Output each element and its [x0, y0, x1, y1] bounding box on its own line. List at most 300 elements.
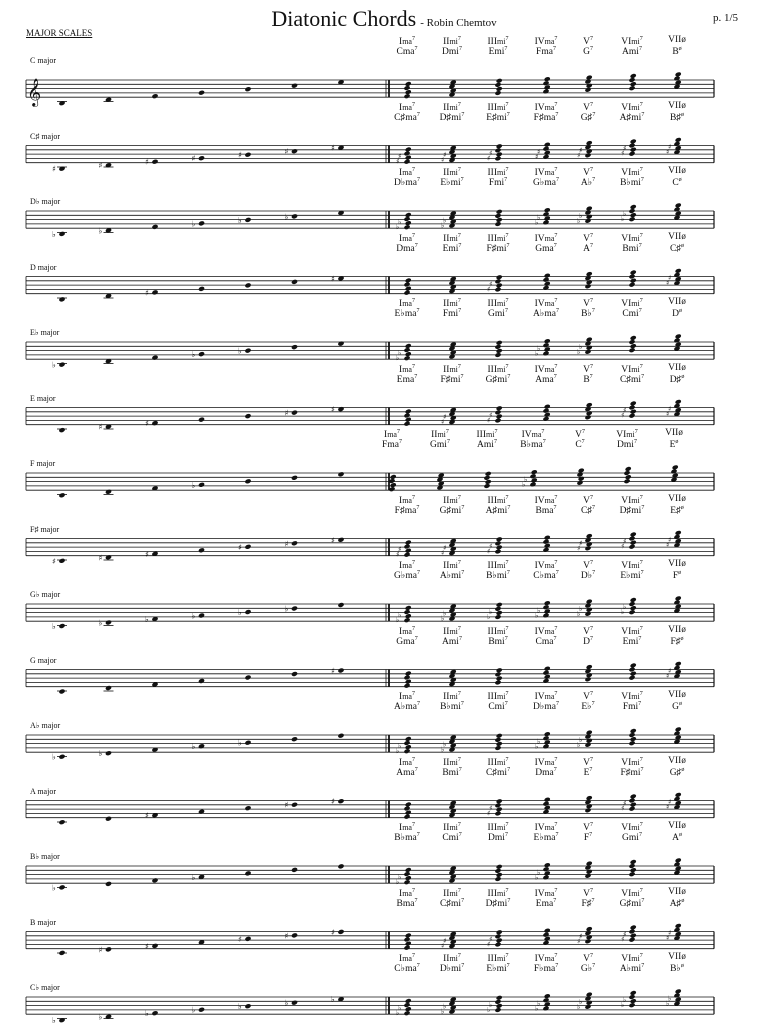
scale-note — [244, 282, 251, 288]
accidental: ♭ — [443, 1002, 447, 1011]
accidental: ♭ — [577, 740, 581, 749]
staff-row — [26, 333, 714, 369]
scale-note — [151, 943, 158, 949]
roman-numeral: $V^7$ — [583, 953, 593, 964]
chord-name: $E♭ma^7$ — [394, 308, 420, 319]
scale-note — [337, 406, 344, 412]
accidental: ♯ — [577, 937, 581, 946]
accidental: ♭ — [398, 611, 402, 620]
roman-numeral: $V^7$ — [583, 363, 593, 375]
roman-numeral: IIImi$^7$ — [487, 625, 509, 637]
chord-note — [496, 143, 503, 149]
chord-note — [405, 933, 412, 939]
roman-numeral: VImi$^7$ — [621, 691, 643, 702]
chord-note — [496, 864, 503, 870]
chord-note — [496, 536, 503, 542]
accidental: ♭ — [52, 360, 56, 370]
chord-name: $B♭mi^7$ — [440, 701, 464, 712]
accidental: ♯ — [666, 410, 670, 419]
key-label: F♯ major — [30, 524, 60, 534]
scale-note — [337, 798, 344, 804]
roman-numeral: IImi$^7$ — [443, 101, 461, 113]
roman-numeral: VImi$^7$ — [621, 167, 643, 178]
chord-note — [630, 532, 637, 538]
chord-name: Dmi$^7$ — [442, 46, 462, 57]
chord-name: Gmi$^7$ — [622, 832, 642, 843]
accidental: ♭ — [441, 1007, 445, 1016]
scale-note — [244, 870, 251, 876]
scale-note — [105, 881, 112, 887]
chord-note — [496, 274, 503, 280]
chord-note — [405, 671, 412, 677]
chord-note — [496, 995, 503, 1001]
chord-name: Cmi$^7$ — [442, 832, 462, 843]
chord-note — [586, 206, 593, 212]
accidental: ♭ — [621, 215, 625, 224]
roman-numeral: VImi$^7$ — [621, 887, 643, 899]
chord-name: Bma$^7$ — [396, 897, 418, 909]
chord-name: $B♭mi^7$ — [620, 177, 644, 188]
roman-numeral: Ima$^7$ — [399, 560, 415, 571]
chord-note — [630, 990, 637, 996]
scale-note — [337, 733, 344, 739]
staff-row — [26, 464, 714, 498]
chord-name: $F♯ma^7$ — [533, 111, 559, 123]
accidental: ♯ — [398, 152, 402, 161]
accidental: ♯ — [621, 804, 625, 813]
accidental: ♯ — [487, 809, 491, 818]
chord-note — [405, 736, 412, 742]
scale-note — [244, 217, 251, 223]
accidental: ♭ — [398, 218, 402, 227]
chord-name: $B♭ma^7$ — [394, 832, 420, 843]
chord-name: $E♭mi^7$ — [620, 570, 644, 581]
accidental: ♯ — [537, 147, 541, 156]
page-number: p. 1/5 — [712, 12, 738, 24]
page-title: Diatonic Chords — [271, 6, 417, 31]
accidental: ♯ — [331, 143, 335, 153]
accidental: ♭ — [398, 1004, 402, 1013]
roman-numeral: IImi$^7$ — [443, 494, 461, 506]
chord-note — [496, 798, 503, 804]
accidental: ♯ — [489, 149, 493, 158]
chord-note — [586, 402, 593, 408]
accidental: ♯ — [623, 537, 627, 546]
chord-note — [675, 71, 682, 77]
roman-numeral: IIImi$^7$ — [487, 36, 509, 47]
roman-numeral: VImi$^7$ — [621, 36, 643, 47]
accidental: ♭ — [537, 213, 541, 222]
chord-note — [586, 861, 593, 867]
chord-note — [630, 728, 637, 734]
chord-name: Gmi$^7$ — [430, 439, 450, 450]
scale-note — [58, 492, 65, 498]
roman-numeral: Ima$^7$ — [399, 953, 415, 964]
roman-numeral: $V^7$ — [583, 625, 593, 637]
chord-name: Gmi$^7$ — [488, 308, 508, 319]
chord-note — [586, 140, 593, 146]
staff-row — [26, 726, 714, 761]
chord-name: $D♭ma^7$ — [394, 177, 420, 188]
chord-name: $C♯mi^7$ — [619, 373, 645, 385]
accidental: ♭ — [441, 221, 445, 230]
scale-note — [151, 1010, 158, 1016]
staff-row — [26, 661, 714, 695]
roman-numeral: VIIø — [668, 99, 686, 111]
key-label: D♭ major — [30, 197, 61, 206]
chord-note — [630, 335, 637, 341]
roman-numeral: IVma$^7$ — [534, 363, 558, 375]
chord-name: Cma$^7$ — [396, 46, 418, 57]
accidental: ♯ — [623, 144, 627, 153]
accidental: ♯ — [331, 797, 335, 807]
accidental: ♭ — [537, 606, 541, 615]
chord-note — [675, 333, 682, 339]
accidental: ♭ — [621, 608, 625, 617]
accidental: ♭ — [579, 604, 583, 613]
accidental: ♭ — [487, 1006, 491, 1014]
chord-name: Cmi$^7$ — [622, 308, 642, 319]
roman-numeral: VImi$^7$ — [621, 625, 643, 637]
chord-name: $C♯mi^7$ — [439, 897, 465, 909]
chord-name: Bma$^7$ — [535, 504, 557, 516]
scale-note — [105, 816, 112, 822]
chord-note — [544, 142, 551, 148]
accidental: ♭ — [524, 475, 528, 484]
chord-note — [405, 409, 412, 415]
accidental: ♯ — [398, 545, 402, 554]
accidental: ♯ — [487, 940, 491, 949]
scale-note — [291, 802, 298, 808]
roman-numeral: IImi$^7$ — [443, 298, 461, 309]
accidental: ♯ — [284, 931, 289, 941]
treble-clef-icon: 𝄞 — [27, 78, 42, 107]
key-label: G♭ major — [30, 590, 61, 599]
roman-numeral: IVma$^7$ — [534, 756, 558, 768]
scale-note — [337, 537, 344, 543]
accidental: ♯ — [238, 542, 242, 552]
roman-numeral: $V^7$ — [583, 494, 593, 506]
accidental: ♭ — [443, 609, 447, 618]
scale-note — [198, 155, 205, 161]
accidental: ♭ — [489, 608, 493, 616]
scale-note — [198, 351, 205, 357]
scale-note — [291, 671, 298, 677]
scale-note — [151, 224, 158, 230]
roman-numeral: IVma$^7$ — [534, 167, 558, 178]
roman-numeral: $V^7$ — [583, 232, 593, 244]
chord-note — [630, 597, 637, 603]
chord-name: B♭$^7$ — [581, 308, 595, 319]
roman-numeral: VIIø — [668, 492, 686, 504]
chord-name: $B^7$ — [583, 373, 593, 385]
accidental: ♭ — [191, 872, 196, 882]
scale-note — [198, 90, 205, 96]
chord-name: E♯$^ø$ — [670, 504, 684, 516]
accidental: ♭ — [396, 878, 400, 887]
scale-note — [291, 344, 298, 350]
chord-name: B♭$^ø$ — [670, 963, 684, 974]
roman-numeral: VImi$^7$ — [621, 953, 643, 964]
scale-note — [105, 946, 112, 952]
accidental: ♯ — [489, 411, 493, 420]
accidental: ♭ — [441, 614, 445, 623]
chord-note — [485, 471, 492, 477]
chord-note — [544, 993, 551, 999]
roman-numeral: VImi$^7$ — [621, 756, 643, 768]
accidental: ♯ — [238, 150, 242, 160]
chord-name: Ama$^7$ — [396, 766, 418, 778]
chord-note — [630, 73, 637, 79]
roman-numeral: IVma$^7$ — [534, 560, 558, 571]
chord-note — [496, 209, 503, 215]
key-label: E♭ major — [30, 328, 60, 337]
accidental: ♭ — [535, 349, 539, 358]
chord-name: $C^ø$ — [672, 177, 682, 188]
chord-name: C♯$^ø$ — [669, 242, 685, 254]
chord-note — [405, 867, 412, 873]
roman-numeral: $V^7$ — [583, 691, 593, 702]
chord-name: $D♯mi^7$ — [485, 897, 511, 909]
chord-name: $G♯mi^7$ — [485, 373, 511, 385]
roman-numeral: VIIø — [668, 689, 686, 700]
scale-note — [291, 1000, 298, 1006]
staff-row — [26, 268, 714, 302]
accidental: ♯ — [489, 804, 493, 813]
chord-note — [544, 666, 551, 672]
chord-name: G♯$^ø$ — [669, 766, 685, 778]
chord-name: $D♭mi^7$ — [439, 963, 465, 974]
chord-name: Ami$^7$ — [477, 439, 497, 450]
accidental: ♭ — [623, 210, 627, 219]
roman-numeral: Ima$^7$ — [399, 167, 415, 178]
accidental: ♯ — [668, 667, 672, 676]
accidental: ♭ — [577, 347, 581, 356]
chord-note — [531, 469, 538, 475]
accidental: ♭ — [52, 752, 56, 762]
accidental: ♭ — [98, 1012, 103, 1022]
accidental: ♭ — [396, 223, 400, 232]
chord-name: $G♭ma^7$ — [533, 177, 559, 188]
chord-note — [496, 78, 503, 84]
accidental: ♭ — [668, 994, 672, 1003]
chord-name: $B♭mi^7$ — [486, 570, 510, 581]
accidental: ♯ — [621, 149, 625, 158]
scale-note — [291, 736, 298, 742]
chord-name: Fmi$^7$ — [442, 308, 462, 319]
accidental: ♭ — [398, 873, 402, 882]
chord-note — [544, 338, 551, 344]
scale-note — [244, 675, 251, 681]
roman-numeral: IIImi$^7$ — [487, 167, 509, 178]
scale-note — [198, 678, 205, 684]
accidental: ♭ — [238, 346, 242, 356]
accidental: ♭ — [535, 1004, 539, 1013]
chord-note — [675, 399, 682, 405]
staff-row — [26, 923, 714, 956]
scale-note — [244, 152, 251, 158]
accidental: ♯ — [666, 672, 670, 681]
accidental: ♯ — [668, 274, 672, 283]
chord-name: $G^7$ — [583, 46, 593, 57]
roman-numeral: Ima$^7$ — [399, 298, 415, 309]
chord-note — [405, 343, 412, 349]
accidental: ♯ — [145, 549, 149, 559]
chord-note — [630, 925, 637, 931]
scale-note — [151, 420, 158, 426]
accidental: ♯ — [443, 413, 447, 422]
chord-note — [586, 75, 593, 81]
roman-numeral: VImi$^7$ — [621, 560, 643, 571]
key-label: A major — [30, 786, 56, 796]
chord-note — [675, 726, 682, 732]
chord-name: Ami$^7$ — [622, 46, 642, 57]
roman-numeral: VImi$^7$ — [621, 822, 643, 833]
chord-name: $F♯ma^7$ — [394, 504, 420, 516]
scale-note — [105, 554, 112, 560]
roman-numeral: IImi$^7$ — [443, 232, 461, 244]
key-label: D major — [30, 262, 57, 272]
accidental: ♭ — [443, 740, 447, 749]
key-label: G major — [30, 655, 57, 665]
accidental: ♯ — [487, 416, 491, 425]
chord-note — [405, 278, 412, 284]
roman-numeral: IVma$^7$ — [534, 101, 558, 113]
accidental: ♭ — [487, 613, 491, 621]
accidental: ♯ — [487, 285, 491, 294]
scale-note — [58, 558, 65, 564]
accidental: ♭ — [537, 737, 541, 746]
chord-name: $G♯mi^7$ — [439, 504, 465, 516]
chord-name: Emi$^7$ — [488, 46, 508, 57]
scale-note — [58, 427, 65, 433]
accidental: ♭ — [145, 615, 149, 624]
chord-note — [496, 929, 503, 935]
chord-name: D♭$^7$ — [580, 570, 596, 581]
chord-note — [630, 204, 637, 210]
roman-numeral: IVma$^7$ — [534, 887, 558, 899]
accidental: ♯ — [145, 288, 149, 298]
roman-numeral: IIImi$^7$ — [487, 560, 509, 571]
chord-name: Cma$^7$ — [535, 635, 557, 647]
roman-numeral: IVma$^7$ — [534, 822, 558, 833]
chord-note — [390, 474, 397, 480]
chord-note — [544, 928, 551, 934]
roman-numeral: IIImi$^7$ — [487, 756, 509, 768]
scale-note — [105, 620, 112, 626]
scale-note — [244, 805, 251, 811]
chord-note — [578, 468, 585, 474]
scale-note — [58, 362, 65, 368]
accidental: ♭ — [396, 354, 400, 363]
scale-note — [198, 286, 205, 292]
accidental: ♯ — [666, 279, 670, 288]
scale-note — [337, 471, 344, 477]
chord-note — [630, 139, 637, 145]
roman-numeral: $V^7$ — [583, 298, 593, 309]
chord-name: $A♭mi^7$ — [439, 570, 465, 581]
accidental: ♭ — [238, 608, 242, 617]
accidental: ♯ — [98, 553, 103, 563]
accidental: ♭ — [396, 1009, 400, 1018]
chord-name: B♯$^ø$ — [669, 111, 685, 123]
accidental: ♯ — [145, 157, 149, 167]
chord-name: $F♭ma^7$ — [533, 963, 559, 974]
staff-row — [26, 202, 714, 238]
accidental: ♭ — [396, 747, 400, 756]
scale-note — [291, 540, 298, 546]
accidental: ♭ — [398, 349, 402, 358]
scale-note — [244, 936, 251, 942]
roman-numeral: IImi$^7$ — [443, 691, 461, 702]
roman-numeral: VImi$^7$ — [616, 429, 638, 440]
roman-numeral: $V^7$ — [583, 887, 593, 899]
chord-note — [672, 464, 679, 470]
roman-numeral: VIIø — [668, 951, 686, 962]
accidental: ♭ — [398, 742, 402, 751]
chord-name: $D♯mi^7$ — [439, 111, 465, 123]
chord-name: $E♭mi^7$ — [440, 177, 464, 188]
accidental: ♭ — [396, 616, 400, 625]
roman-numeral: IImi$^7$ — [443, 756, 461, 768]
accidental: ♭ — [191, 219, 196, 229]
chord-name: Ami$^7$ — [442, 635, 462, 647]
accidental: ♭ — [98, 618, 103, 628]
chord-name: E♭$^7$ — [581, 701, 595, 712]
roman-numeral: VIIø — [668, 558, 686, 569]
roman-numeral: IVma$^7$ — [521, 429, 545, 440]
accidental: ♯ — [284, 408, 289, 418]
chord-note — [586, 337, 593, 343]
chord-note — [586, 664, 593, 670]
accidental: ♭ — [522, 480, 526, 489]
chord-name: $C^7$ — [575, 439, 585, 450]
accidental: ♯ — [666, 541, 670, 550]
chord-note — [405, 147, 412, 153]
chord-name: $C♭ma^7$ — [533, 570, 559, 581]
roman-numeral: VIIø — [668, 885, 686, 897]
scale-note — [58, 623, 65, 629]
scale-note — [291, 932, 298, 938]
accidental: ♯ — [238, 934, 242, 944]
scale-note — [291, 606, 298, 612]
roman-numeral: IIImi$^7$ — [476, 429, 498, 440]
roman-numeral: VIIø — [668, 165, 686, 176]
scale-note — [244, 348, 251, 354]
accidental: ♭ — [537, 999, 541, 1008]
roman-numeral: IImi$^7$ — [443, 953, 461, 964]
chord-name: Fma$^7$ — [536, 46, 556, 57]
chord-name: Ema$^7$ — [535, 897, 557, 909]
chord-note — [496, 733, 503, 739]
roman-numeral: IImi$^7$ — [443, 36, 461, 47]
accidental: ♯ — [577, 151, 581, 160]
scale-note — [151, 877, 158, 883]
chord-note — [586, 992, 593, 998]
accidental: ♭ — [577, 1002, 581, 1011]
scale-note — [198, 1007, 205, 1013]
chord-note — [675, 530, 682, 536]
scale-note — [198, 482, 205, 488]
scale-note — [58, 296, 65, 302]
scale-note — [58, 231, 65, 237]
accidental: ♯ — [396, 550, 400, 559]
roman-numeral: VImi$^7$ — [621, 232, 643, 244]
chord-name: G♭$^7$ — [580, 963, 596, 974]
accidental: ♯ — [331, 535, 335, 545]
chord-note — [544, 404, 551, 410]
chord-name: Bmi$^7$ — [488, 635, 508, 647]
